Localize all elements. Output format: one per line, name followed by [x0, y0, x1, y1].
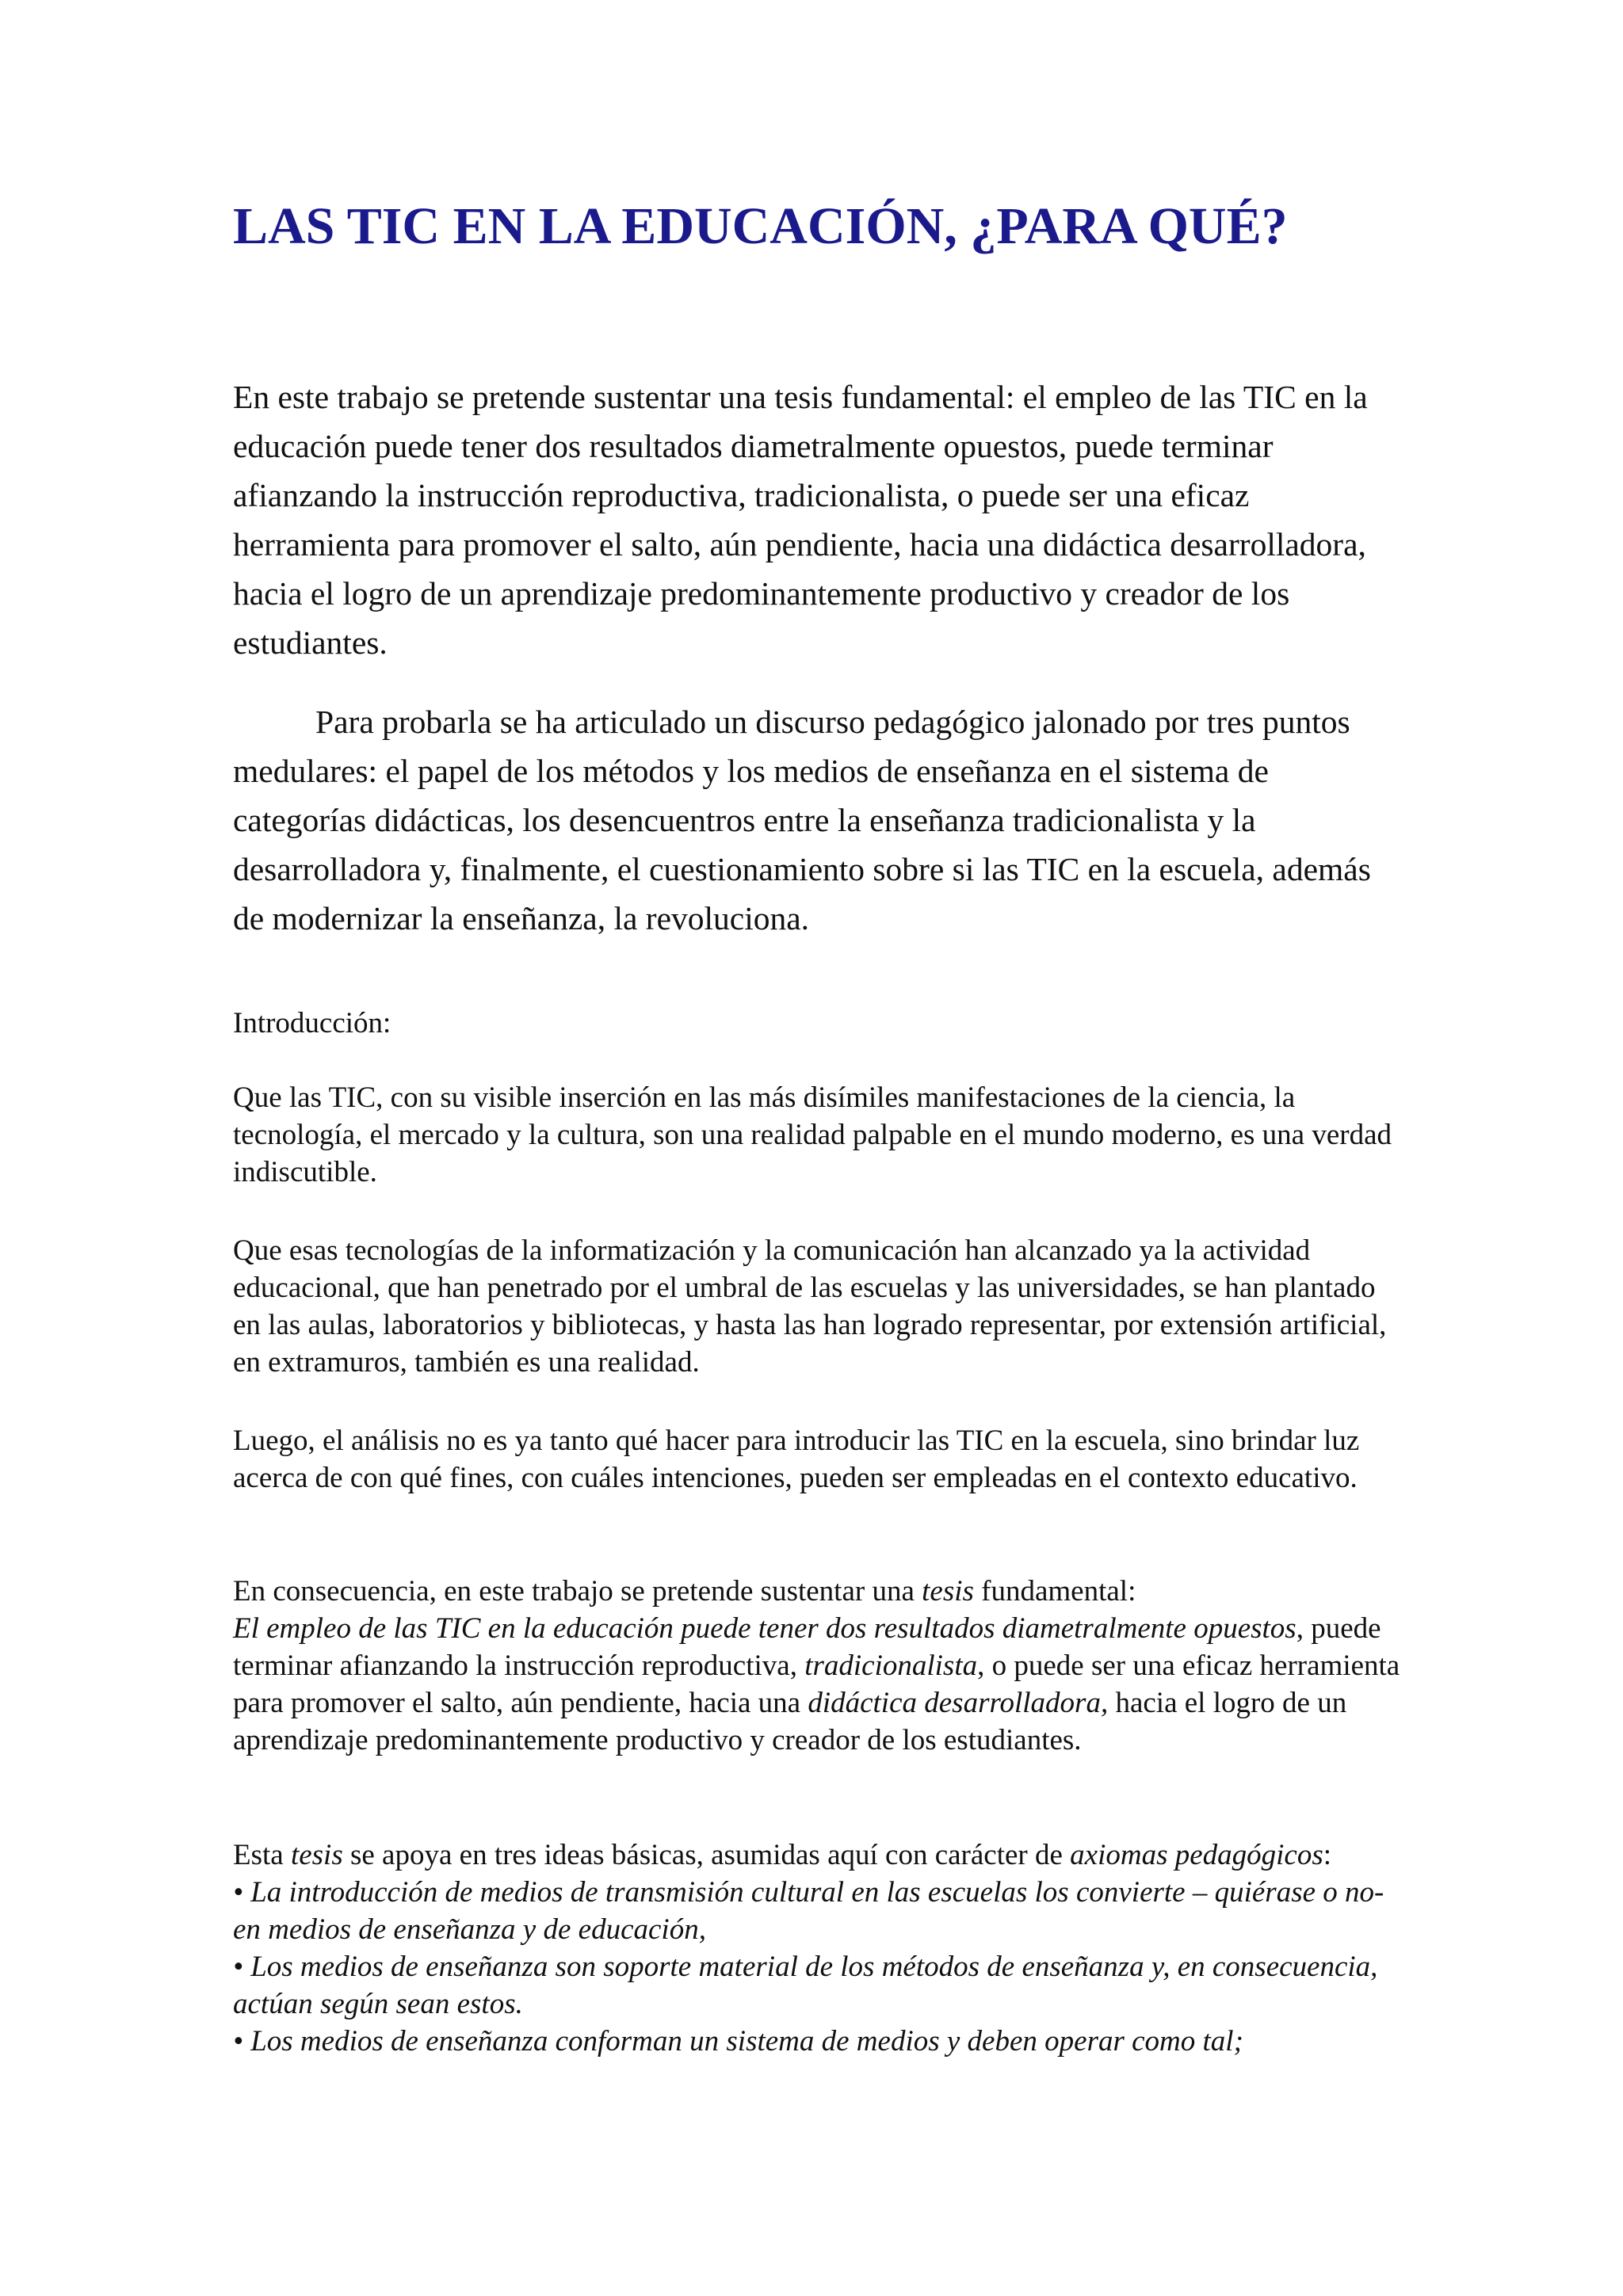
thesis-text-1: , puede terminar afianzando la instrucción reproductiva,	[233, 1612, 1381, 1682]
intro-paragraph-1: Que las TIC, con su visible inserción en las más disímiles manifestaciones de la ciencia, la tecnología, el mercado y la cultura, son una realidad palpable en el mundo moderno, es una verdad indiscutible.	[233, 1081, 1392, 1188]
thesis-lead: En consecuencia, en este trabajo se pretende sustentar una	[233, 1575, 922, 1608]
axioms-end: :	[1323, 1839, 1332, 1871]
axioms-lead: Esta	[233, 1839, 291, 1871]
axioms-intro	[233, 1836, 1406, 1874]
thesis-traditionalist-emphasis: tradicionalista	[804, 1650, 978, 1682]
axioms-thesis-emphasis: tesis	[290, 1839, 343, 1871]
axiom-bullet-2	[233, 1948, 1406, 2023]
document-title: LAS TIC EN LA EDUCACIÓN, ¿PARA QUÉ?	[233, 197, 1288, 255]
axioms-mid: se apoya en tres ideas básicas, asumidas aquí con carácter de	[342, 1839, 1071, 1871]
thesis-paragraph	[233, 1573, 1406, 1759]
axiom-bullet-2-text: • Los medios de enseñanza son soporte material de los métodos de enseñanza y, en consecuencia, actúan según sean estos.	[233, 1951, 1378, 2020]
axioms-paragraph	[233, 1836, 1406, 2060]
abstract-paragraph-2: Para probarla se ha articulado un discurso pedagógico jalonado por tres puntos medulares: el papel de los métodos y los medios de enseñanza en el sistema de categorías didácticas, los desencuentros entre la enseñanza tradicionalista y la desarrolladora y, finalmente, el cuestionamiento sobre si las TIC en la escuela, además de modernizar la enseñanza, la revoluciona.	[233, 704, 1371, 936]
axiom-bullet-3-text: • Los medios de enseñanza conforman un sistema de medios y deben operar como tal;	[233, 2025, 1243, 2058]
intro-paragraph-3: Luego, el análisis no es ya tanto qué hacer para introducir las TIC en la escuela, sino brindar luz acerca de con qué fines, con cuáles intenciones, pueden ser empleadas en el contexto educativo.	[233, 1425, 1360, 1494]
introduction-heading: Introducción:	[233, 1007, 391, 1039]
thesis-statement-emphasis: El empleo de las TIC en la educación puede tener dos resultados diametralmente opuestos	[233, 1612, 1296, 1645]
axiom-bullet-1-text: • La introducción de medios de transmisión cultural en las escuelas los convierte – quiérase o no- en medios de enseñanza y de educación,	[233, 1876, 1384, 1946]
abstract-paragraph-1: En este trabajo se pretende sustentar una tesis fundamental: el empleo de las TIC en la educación puede tener dos resultados diametralmente opuestos, puede terminar afianzando la instrucción reproductiva, tradicionalista, o puede ser una eficaz herramienta para promover el salto, aún pendiente, hacia una didáctica desarrolladora, hacia el logro de un aprendizaje predominantemente productivo y creador de los estudiantes.	[233, 379, 1368, 661]
thesis-text-3: hacia el logro de un aprendizaje predominantemente productivo y creador de los estudiantes.	[233, 1687, 1347, 1756]
thesis-developmental-emphasis: didáctica desarrolladora,	[808, 1687, 1109, 1719]
thesis-lead-end: fundamental:	[973, 1575, 1136, 1608]
thesis-text-2: , o puede ser una eficaz herramienta para promover el salto, aún pendiente, hacia una	[233, 1650, 1400, 1719]
axioms-pedagogical-emphasis: axiomas pedagógicos	[1070, 1839, 1323, 1871]
axiom-bullet-1	[233, 1874, 1406, 1948]
thesis-lead-emphasis: tesis	[922, 1575, 974, 1608]
axiom-bullet-3	[233, 2023, 1406, 2060]
intro-paragraph-2: Que esas tecnologías de la informatización y la comunicación han alcanzado ya la actividad educacional, que han penetrado por el umbral de las escuelas y las universidades, se han plantado en las aulas, laboratorios y bibliotecas, y hasta las han logrado representar, por extensión artificial, en extramuros, también es una realidad.	[233, 1234, 1387, 1379]
